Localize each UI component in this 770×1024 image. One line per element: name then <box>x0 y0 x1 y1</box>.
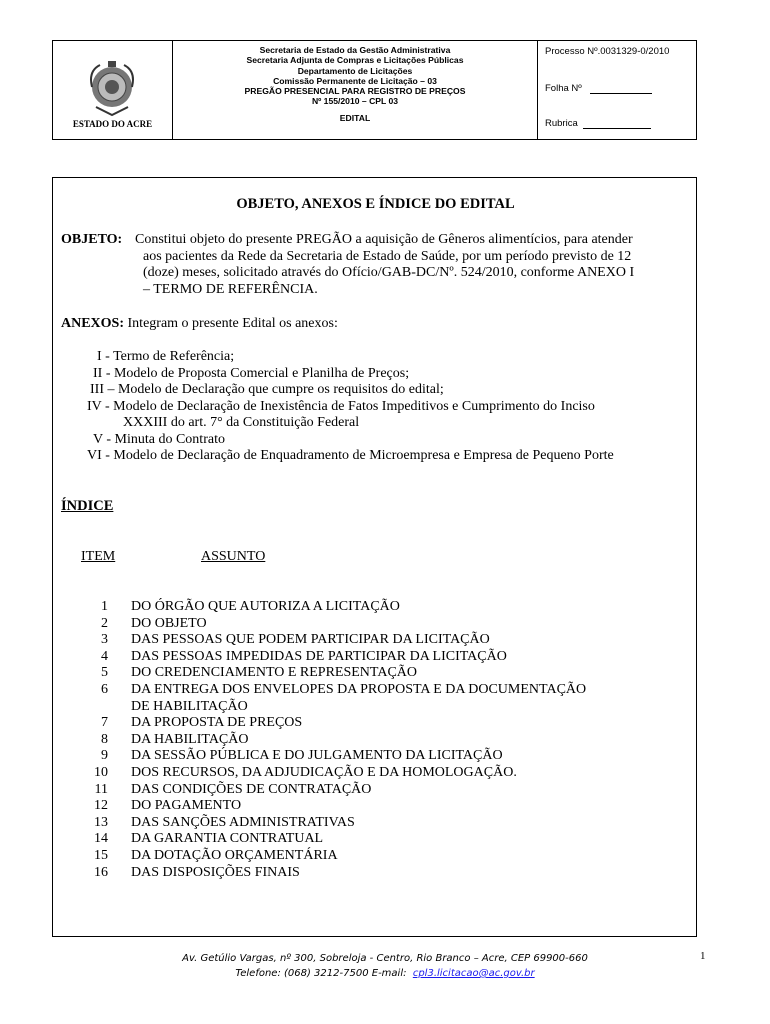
indice-row-number: 1 <box>101 599 108 614</box>
indice-row-subject: DO ÓRGÃO QUE AUTORIZA A LICITAÇÃO <box>131 599 400 614</box>
indice-row-subject: DA DOTAÇÃO ORÇAMENTÁRIA <box>131 848 338 863</box>
rubrica-field <box>545 118 651 129</box>
header-line: Secretaria Adjunta de Compras e Licitações Públicas <box>246 55 464 66</box>
estado-label: ESTADO DO ACRE <box>72 119 153 129</box>
indice-row-subject: DE HABILITAÇÃO <box>131 698 248 714</box>
indice-row-subject: DOS RECURSOS, DA ADJUDICAÇÃO E DA HOMOLOGAÇÃO. <box>131 765 517 780</box>
rubrica-blank <box>583 128 651 129</box>
footer-phone: Telefone: (068) 3212-7500 E-mail: <box>235 968 407 979</box>
footer <box>0 951 770 981</box>
anexo-item: II - Modelo de Proposta Comercial e Planilha de Preços; <box>93 365 410 381</box>
header-line: Departamento de Licitações <box>297 65 413 76</box>
indice-row-subject: DO PAGAMENTO <box>131 798 242 814</box>
header-titles <box>173 41 538 139</box>
acre-coat-of-arms-icon <box>86 59 138 119</box>
indice-title: ÍNDICE <box>61 498 114 514</box>
indice-row-subject: DA ENTREGA DOS ENVELOPES DA PROPOSTA E DA DOCUMENTAÇÃO <box>131 682 587 697</box>
indice-row-number: 2 <box>101 615 108 631</box>
footer-contact <box>0 966 770 981</box>
rubrica-label: Rubrica <box>545 118 578 129</box>
indice-row-subject: DAS DISPOSIÇÕES FINAIS <box>131 864 300 880</box>
anexos-label: ANEXOS: <box>61 316 125 331</box>
indice-row-number: 3 <box>101 632 108 648</box>
indice-row-subject: DA SESSÃO PÚBLICA E DO JULGAMENTO DA LICITAÇÃO <box>131 748 503 764</box>
section-title: OBJETO, ANEXOS E ÍNDICE DO EDITAL <box>236 196 515 212</box>
indice-col-assunto: ASSUNTO <box>201 549 266 564</box>
indice-row-number: 13 <box>94 814 108 830</box>
indice-row-number: 10 <box>94 765 108 780</box>
folha-label: Folha Nº <box>545 83 582 94</box>
folha-field <box>545 83 652 94</box>
edital-label: EDITAL <box>339 112 371 123</box>
indice-row-subject: DAS PESSOAS QUE PODEM PARTICIPAR DA LICITAÇÃO <box>131 632 490 648</box>
indice-row-number: 7 <box>101 715 108 731</box>
indice-row-number: 6 <box>101 682 108 697</box>
indice-row-subject: DA GARANTIA CONTRATUAL <box>131 831 324 847</box>
indice-row-number: 4 <box>101 648 108 664</box>
objeto-line: – TERMO DE REFERÊNCIA. <box>143 281 318 297</box>
document-header <box>52 40 697 140</box>
page-number: 1 <box>700 950 706 962</box>
objeto-line: aos pacientes da Rede da Secretaria de Estado de Saúde, por um período previsto de 12 <box>143 248 632 264</box>
anexo-item: IV - Modelo de Declaração de Inexistência de Fatos Impeditivos e Cumprimento do Inciso <box>87 398 595 414</box>
indice-row-subject: DO CREDENCIAMENTO E REPRESENTAÇÃO <box>131 665 418 681</box>
indice-row-number: 5 <box>101 665 108 681</box>
indice-row-number: 11 <box>94 781 108 797</box>
header-line: Comissão Permanente de Licitação – 03 <box>273 75 437 86</box>
indice-row-subject: DA PROPOSTA DE PREÇOS <box>131 715 303 731</box>
content-box <box>52 177 697 937</box>
anexo-item: VI - Modelo de Declaração de Enquadramento de Microempresa e Empresa de Pequeno Porte <box>87 448 614 463</box>
indice-row-subject: DA HABILITAÇÃO <box>131 731 249 747</box>
processo-number: Processo Nº.0031329-0/2010 <box>545 46 670 57</box>
footer-email-link[interactable]: cpl3.licitacao@ac.gov.br <box>412 968 535 979</box>
footer-address: Av. Getúlio Vargas, nº 300, Sobreloja - Centro, Rio Branco – Acre, CEP 69900-660 <box>182 953 588 964</box>
header-line: Nº 155/2010 – CPL 03 <box>311 96 399 107</box>
indice-row-subject: DAS SANÇÕES ADMINISTRATIVAS <box>131 814 355 830</box>
objeto-label: OBJETO: <box>61 232 123 247</box>
objeto-line: (doze) meses, solicitado através do Ofício/GAB-DC/Nº. 524/2010, conforme ANEXO I <box>143 265 635 280</box>
anexos-intro <box>61 316 338 332</box>
anexo-item: I - Termo de Referência; <box>97 349 235 364</box>
indice-row-number: 14 <box>94 831 108 847</box>
indice-row-number: 9 <box>101 748 108 764</box>
indice-row-number: 8 <box>101 731 108 747</box>
header-process-info <box>539 41 696 139</box>
indice-col-item: ITEM <box>81 549 116 564</box>
anexo-item: V - Minuta do Contrato <box>93 431 225 447</box>
folha-blank <box>590 93 652 94</box>
logo-cell <box>53 41 173 139</box>
indice-row-subject: DAS PESSOAS IMPEDIDAS DE PARTICIPAR DA LICITAÇÃO <box>131 648 507 664</box>
objeto-line: Constitui objeto do presente PREGÃO a aquisição de Gêneros alimentícios, para atender <box>135 232 633 247</box>
indice-row-number: 15 <box>94 848 108 863</box>
header-line: PREGÃO PRESENCIAL PARA REGISTRO DE PREÇOS <box>244 86 466 97</box>
indice-row-subject: DO OBJETO <box>131 615 207 631</box>
header-line: Secretaria de Estado da Gestão Administrativa <box>259 45 451 55</box>
indice-row-number: 16 <box>94 864 108 880</box>
anexos-intro-text: Integram o presente Edital os anexos: <box>127 316 338 331</box>
indice-row-subject: DAS CONDIÇÕES DE CONTRATAÇÃO <box>131 781 372 797</box>
indice-row-number: 12 <box>94 798 108 814</box>
anexo-item: XXXIII do art. 7° da Constituição Federal <box>123 415 360 430</box>
anexo-item: III – Modelo de Declaração que cumpre os requisitos do edital; <box>90 382 444 397</box>
